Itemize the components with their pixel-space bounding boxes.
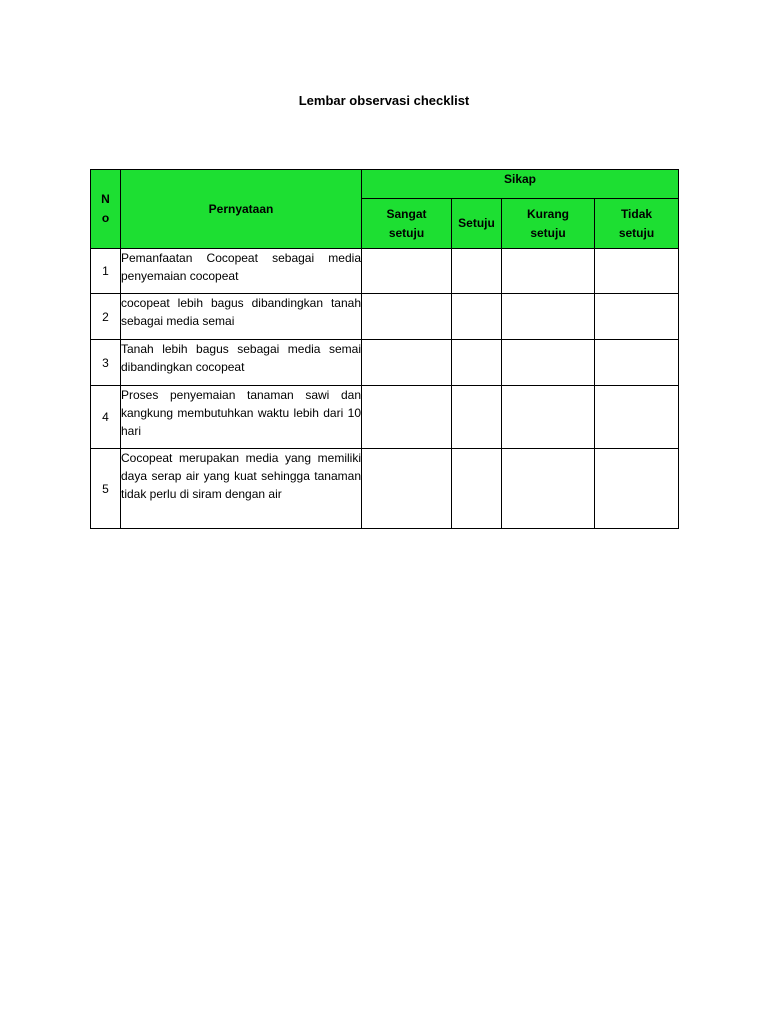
answer-cell-agree[interactable] bbox=[452, 386, 502, 449]
option-label-line2: setuju bbox=[530, 225, 566, 240]
answer-cell-agree[interactable] bbox=[452, 249, 502, 294]
table-row bbox=[91, 249, 679, 294]
answer-cell-somewhat-agree[interactable] bbox=[502, 449, 595, 529]
option-label-line1: Setuju bbox=[458, 216, 495, 230]
row-statement: Cocopeat merupakan media yang memiliki daya serap air yang kuat sehingga tanaman tidak perlu di siram dengan air bbox=[121, 449, 362, 529]
row-number: 5 bbox=[91, 449, 121, 529]
option-label-line2: setuju bbox=[388, 225, 425, 240]
header-no bbox=[91, 170, 121, 249]
answer-cell-agree[interactable] bbox=[452, 340, 502, 386]
checklist-table bbox=[90, 169, 679, 529]
answer-cell-disagree[interactable] bbox=[595, 340, 679, 386]
answer-cell-strongly-agree[interactable] bbox=[362, 449, 452, 529]
row-statement: Proses penyemaian tanaman sawi dan kangkung membutuhkan waktu lebih dari 10 hari bbox=[121, 386, 362, 449]
row-number: 3 bbox=[91, 340, 121, 386]
answer-cell-agree[interactable] bbox=[452, 449, 502, 529]
answer-cell-somewhat-agree[interactable] bbox=[502, 249, 595, 294]
option-label-line1: Kurang bbox=[527, 206, 569, 221]
header-no-line2: o bbox=[101, 211, 110, 225]
answer-cell-somewhat-agree[interactable] bbox=[502, 386, 595, 449]
header-no-line1: N bbox=[101, 192, 110, 206]
answer-cell-strongly-agree[interactable] bbox=[362, 294, 452, 340]
header-attitude: Sikap bbox=[362, 170, 679, 199]
answer-cell-strongly-agree[interactable] bbox=[362, 249, 452, 294]
row-number: 2 bbox=[91, 294, 121, 340]
row-statement: cocopeat lebih bagus dibandingkan tanah sebagai media semai bbox=[121, 294, 362, 340]
table-row bbox=[91, 386, 679, 449]
option-label-line1: Tidak bbox=[620, 206, 653, 221]
option-label-line2: setuju bbox=[618, 225, 655, 240]
answer-cell-disagree[interactable] bbox=[595, 386, 679, 449]
row-number: 1 bbox=[91, 249, 121, 294]
answer-cell-somewhat-agree[interactable] bbox=[502, 340, 595, 386]
answer-cell-disagree[interactable] bbox=[595, 294, 679, 340]
table-row bbox=[91, 449, 679, 529]
table-row bbox=[91, 340, 679, 386]
answer-cell-disagree[interactable] bbox=[595, 249, 679, 294]
option-label-line1: Sangat bbox=[386, 206, 427, 221]
row-statement: Tanah lebih bagus sebagai media semai dibandingkan cocopeat bbox=[121, 340, 362, 386]
header-option-agree bbox=[452, 199, 502, 249]
page-title: Lembar observasi checklist bbox=[298, 93, 470, 108]
answer-cell-agree[interactable] bbox=[452, 294, 502, 340]
row-number: 4 bbox=[91, 386, 121, 449]
header-option-somewhat-agree bbox=[502, 199, 595, 249]
answer-cell-strongly-agree[interactable] bbox=[362, 340, 452, 386]
answer-cell-strongly-agree[interactable] bbox=[362, 386, 452, 449]
answer-cell-disagree[interactable] bbox=[595, 449, 679, 529]
header-statement: Pernyataan bbox=[121, 170, 362, 249]
header-option-strongly-agree bbox=[362, 199, 452, 249]
header-option-disagree bbox=[595, 199, 679, 249]
row-statement: Pemanfaatan Cocopeat sebagai media penyemaian cocopeat bbox=[121, 249, 362, 294]
answer-cell-somewhat-agree[interactable] bbox=[502, 294, 595, 340]
table-row bbox=[91, 294, 679, 340]
